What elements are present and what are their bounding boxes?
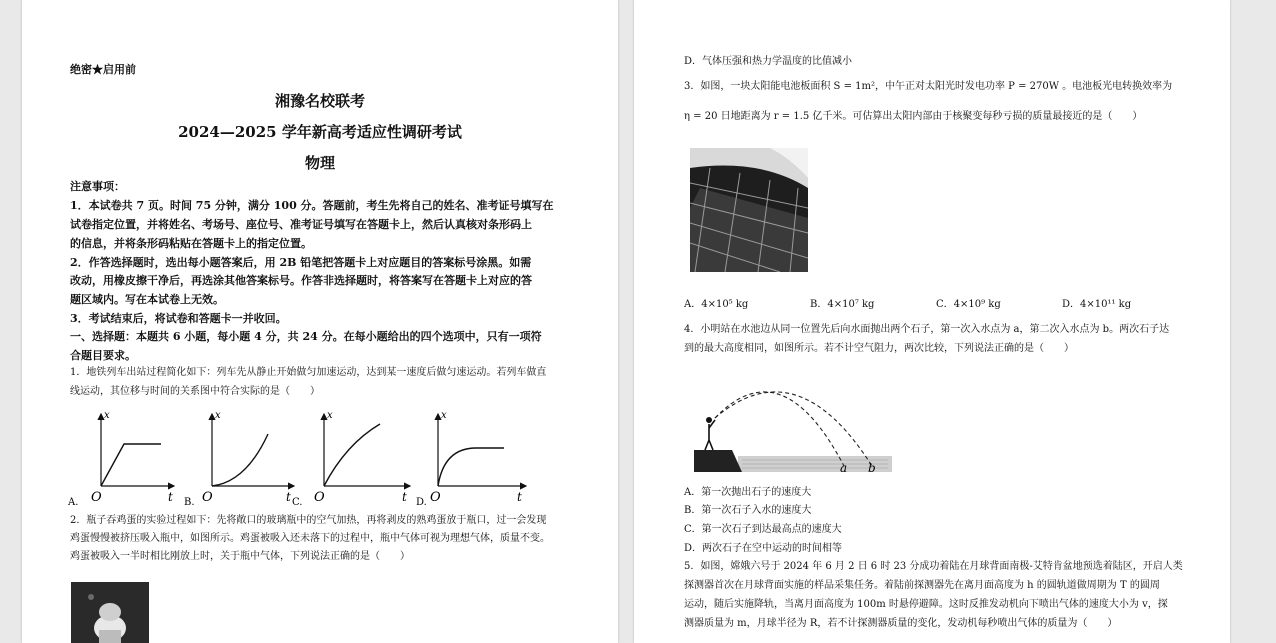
notice-line: 2．作答选择题时，选出每小题答案后，用 2B 铅笔把答题卡上对应题目的答案标号涂黑。如需	[70, 256, 532, 269]
question-5-line: 5．如图，嫦娥六号于 2024 年 6 月 2 日 6 时 23 分成功着陆在月球背面南极-艾特肯盆地预选着陆区，开启人类	[684, 561, 1183, 572]
notice-line: 的信息，并将条形码粘贴在答题卡上的指定位置。	[70, 237, 312, 250]
q4-option-a: A．第一次抛出石子的速度大	[684, 487, 812, 498]
exam-title: 2024—2025 学年新高考适应性调研考试	[178, 123, 462, 141]
question-2-line: 鸡蛋被吸入一半时相比刚放上时，关于瓶中气体，下列说法正确的是（ ）	[70, 551, 410, 562]
axis-label-x: x	[215, 410, 221, 421]
q3-option-d: D．4×10¹¹ kg	[1062, 299, 1132, 310]
axis-label-x: x	[441, 410, 447, 421]
q1-option-d: D.	[416, 497, 427, 508]
question-3-line: 3．如图，一块太阳能电池板面积 S = 1m²，中午正对太阳光时发电功率 P = 270W 。电池板光电转换效率为	[684, 81, 1173, 92]
q3-option-c: C．4×10⁹ kg	[936, 299, 1001, 310]
axis-label-t: t	[286, 490, 291, 504]
question-5-line: 运动，随后实施降轨，当离月面高度为 100m 时悬停避障。这时反推发动机向下喷出气体的速度大小为 v，探	[684, 599, 1168, 610]
notice-heading: 注意事项：	[70, 180, 125, 193]
document-page-right	[634, 0, 1230, 643]
q1-option-c: C.	[292, 497, 303, 508]
q1-graph-b	[184, 410, 294, 508]
q1-graph-c	[292, 410, 410, 508]
axis-label-x: x	[104, 410, 110, 421]
q4-trajectory-figure	[692, 368, 896, 476]
question-5-line: 探测器首次在月球背面实施的样品采集任务。着陆前探测器先在离月面高度为 h 的圆轨道做周期为 T 的圆周	[684, 580, 1160, 591]
notice-line: 1．本试卷共 7 页。时间 75 分钟，满分 100 分。答题前，考生先将自己的姓名、准考证号填写在	[70, 199, 554, 212]
q4-option-d: D．两次石子在空中运动的时间相等	[684, 543, 843, 554]
axis-label-t: t	[402, 490, 407, 504]
axis-label-x: x	[327, 410, 333, 421]
question-5-line: 测器质量为 m，月球半径为 R，若不计探测器质量的变化，发动机每秒喷出气体的质量为（ ）	[684, 618, 1118, 629]
bottle-egg-photo	[71, 582, 149, 643]
q4-point-b-label: b	[868, 461, 876, 475]
q3-option-b: B．4×10⁷ kg	[810, 299, 875, 310]
question-2-option-d: D．气体压强和热力学温度的比值减小	[684, 56, 853, 67]
axis-label-t: t	[168, 490, 173, 504]
q1-graph-d	[416, 410, 526, 508]
exam-union-title: 湘豫名校联考	[274, 92, 365, 110]
q4-point-a-label: a	[840, 461, 848, 475]
document-page-left	[22, 0, 618, 643]
axis-origin: O	[91, 490, 102, 505]
q1-graph-a	[67, 410, 174, 508]
question-4-line: 4．小明站在水池边从同一位置先后向水面抛出两个石子，第一次入水点为 a，第二次入水点为 b。两次石子达	[684, 324, 1170, 335]
subject-title: 物理	[304, 154, 335, 172]
q3-option-a: A．4×10⁵ kg	[684, 299, 749, 310]
secret-label: 绝密★启用前	[70, 63, 136, 76]
notice-line: 改动，用橡皮擦干净后，再选涂其他答案标号。作答非选择题时，将答案写在答题卡上对应的答	[70, 274, 532, 287]
question-4-line: 到的最大高度相同，如图所示。若不计空气阻力，两次比较，下列说法正确的是（ ）	[684, 343, 1074, 354]
section-heading: 一、选择题：本题共 6 小题，每小题 4 分，共 24 分。在每小题给出的四个选项中，只有一项符	[70, 330, 542, 343]
question-2-line: 鸡蛋慢慢被挤压吸入瓶中，如图所示。鸡蛋被吸入还未落下的过程中，瓶中气体可视为理想气体，质量不变。	[70, 533, 550, 544]
question-1-line: 1．地铁列车出站过程简化如下：列车先从静止开始做匀加速运动，达到某一速度后做匀速运动。若列车做直	[70, 367, 547, 378]
question-3-line: η = 20 日地距离为 r = 1.5 亿千米。可估算出太阳内部由于核聚变每秒亏损的质量最接近的是（ ）	[684, 111, 1143, 122]
q4-option-c: C．第一次石子到达最高点的速度大	[684, 524, 842, 535]
solar-panel-photo	[690, 148, 808, 272]
axis-label-t: t	[517, 490, 522, 504]
q4-option-b: B．第一次石子入水的速度大	[684, 505, 812, 516]
section-heading: 合题目要求。	[70, 349, 136, 362]
q1-option-b: B.	[184, 497, 195, 508]
question-2-line: 2．瓶子吞鸡蛋的实验过程如下：先将敞口的玻璃瓶中的空气加热，再将剥皮的熟鸡蛋放于瓶口，过一会发现	[70, 515, 547, 526]
notice-line: 题区域内。写在本试卷上无效。	[70, 293, 224, 306]
q1-graphs	[66, 404, 536, 508]
axis-origin: O	[202, 490, 213, 505]
q1-option-a: A.	[68, 497, 79, 508]
axis-origin: O	[314, 490, 325, 505]
question-1-line: 线运动，其位移与时间的关系图中符合实际的是（ ）	[70, 386, 320, 397]
notice-line: 3．考试结束后，将试卷和答题卡一并收回。	[70, 312, 287, 325]
notice-line: 试卷指定位置，并将姓名、考场号、座位号、准考证号填写在答题卡上，然后认真核对条形码上	[70, 218, 532, 231]
axis-origin: O	[430, 490, 441, 505]
